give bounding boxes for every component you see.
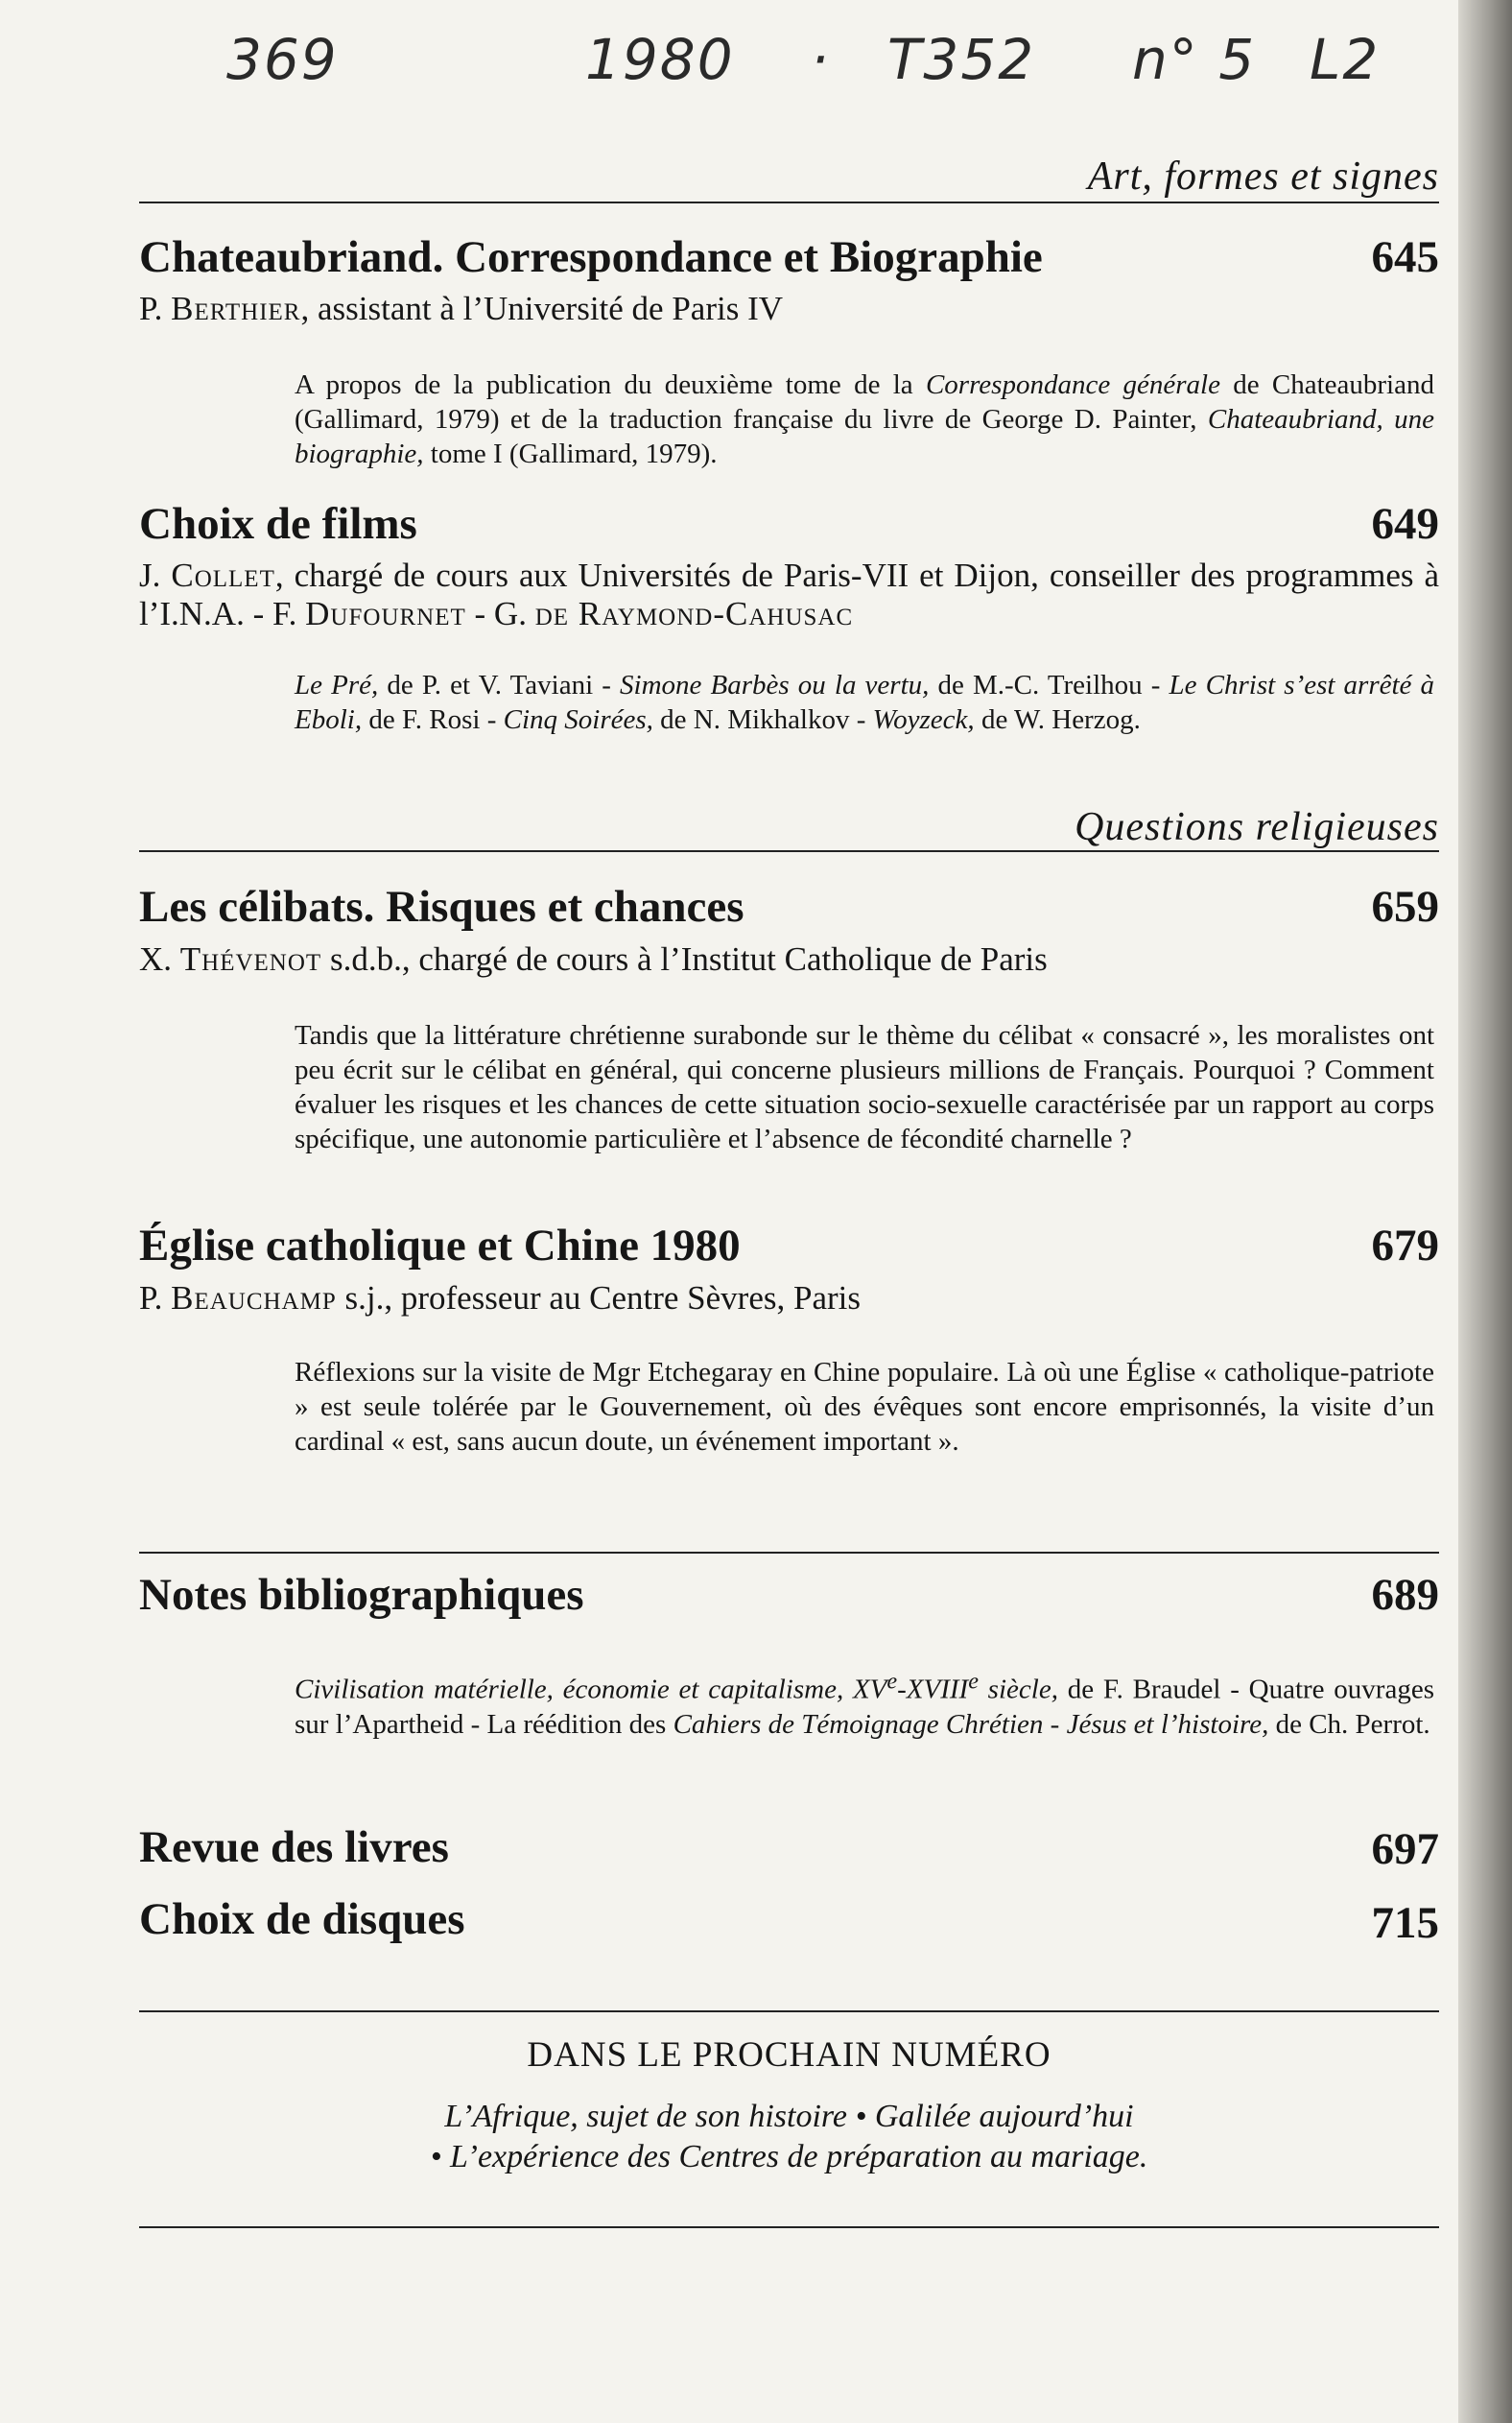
entry-title-livres: Revue des livres [139,1822,449,1872]
entry-author-chateaubriand [139,290,1439,328]
abstract-italic: Cinq Soirées, [503,704,653,735]
author-initial: X. [139,940,180,978]
abstract-italic: -XVIII [897,1674,969,1705]
abstract-italic: Le Christ s’est arrêté à Eboli, [295,670,1435,735]
author-text: J. [139,557,172,594]
author-name: Dufournet [305,595,466,632]
author-initial: P. [139,1279,172,1317]
abstract-text: de F. Braudel - Quatre ouvrages sur l’Apartheid - La réédition des [295,1674,1434,1740]
abstract-italic: Cahiers de Témoignage Chrétien [673,1708,1044,1740]
handwritten-dot: · [811,27,831,92]
entry-page-chateaubriand: 645 [1371,232,1439,282]
author-initial: P. [139,290,172,327]
abstract-italic: Woyzeck, [872,704,975,735]
abstract-text: de M.-C. Treilhou - [929,670,1169,701]
abstract-text: de W. Herzog. [974,704,1141,735]
abstract-text: de Chateaubriand (Gallimard, 1979) et de la traduction française du livre de George D. Painter, [295,369,1434,435]
author-name: Beauchamp [171,1279,337,1317]
section-rule [139,2010,1439,2012]
abstract-italic: siècle, [978,1674,1058,1705]
handwritten-number: 369 [226,27,339,92]
entry-abstract-celibats: Tandis que la littérature chrétienne surabonde sur le thème du célibat « consacré », les moralistes ont peu écrit sur le célibat en général, qui concerne plusieurs millions de Français. Pourquoi ? Comment évaluer les risques et les chances de cette situation socio-sexuelle caractérisée par un rapport au corps spécifique, une autonomie particulière et l’absence de fécondité charnelle ? [295,1020,1434,1154]
entry-title-disques: Choix de disques [139,1894,465,1944]
abstract-superscript: e [968,1668,979,1694]
abstract-italic: Simone Barbès ou la vertu, [620,670,930,701]
author-text: , chargé de cours aux Universités de Paris-VII et Dijon, conseiller des programmes à l’I.N.A. - F. [139,557,1439,632]
author-name: Berthier [171,290,301,327]
section-rule [139,202,1439,203]
page-edge [1458,0,1512,2423]
abstract-italic: Le Pré, [295,670,379,701]
entry-author-chine [139,1279,1439,1318]
entry-title-notes: Notes bibliographiques [139,1570,584,1620]
abstract-italic: Chateaubriand, une biographie, [295,404,1434,469]
entry-author-celibats [139,940,1439,979]
abstract-text: - [1043,1708,1067,1740]
abstract-text: de P. et V. Taviani - [378,670,621,701]
abstract-text: tome I (Gallimard, 1979). [423,439,718,469]
author-role: s.j., professeur au Centre Sèvres, Paris [336,1279,861,1317]
abstract-italic: Civilisation matérielle, économie et capitalisme, XV [295,1674,887,1705]
handwritten-mark: L2 [1310,27,1381,92]
entry-author-films [139,557,1439,633]
abstract-text: de N. Mikhalkov - [652,704,873,735]
handwritten-reference: T352 [887,27,1036,92]
handwritten-year: 1980 [585,27,735,92]
author-role: , assistant à l’Université de Paris IV [300,290,784,327]
section-rule [139,1552,1439,1554]
next-issue-title: DANS LE PROCHAIN NUMÉRO [527,2035,1051,2075]
next-issue-line-2: • L’expérience des Centres de préparation au mariage. [430,2139,1148,2174]
section-heading-art: Art, formes et signes [1087,154,1439,199]
section-rule [139,850,1439,852]
entry-abstract-notes [295,1664,1434,1742]
entry-title-chine: Église catholique et Chine 1980 [139,1221,741,1271]
entry-title-chateaubriand: Chateaubriand. Correspondance et Biographie [139,232,1043,282]
entry-page-notes: 689 [1371,1570,1439,1620]
author-role: s.d.b., chargé de cours à l’Institut Catholique de Paris [321,940,1048,978]
abstract-text: de F. Rosi - [362,704,504,735]
author-name: de Raymond-Cahusac [534,595,854,632]
abstract-italic: Jésus et l’histoire, [1066,1708,1269,1740]
author-text: - G. [465,595,535,632]
author-name: Thévenot [179,940,322,978]
handwritten-issue: n° 5 [1132,27,1257,92]
entry-abstract-films [295,668,1434,737]
entry-abstract-chateaubriand [295,368,1434,471]
abstract-text: de Ch. Perrot. [1268,1708,1430,1740]
entry-title-films: Choix de films [139,499,417,549]
entry-abstract-chine: Réflexions sur la visite de Mgr Etchegaray en Chine populaire. Là où une Église « catholique-patriote » est seule tolérée par le Gouvernement, où des évêques sont encore emprisonnés, la visite d’un cardinal « est, sans aucun doute, un événement important ». [295,1357,1434,1457]
entry-page-films: 649 [1371,499,1439,549]
next-issue-line-1: L’Afrique, sujet de son histoire • Galilée aujourd’hui [444,2099,1134,2134]
entry-page-chine: 679 [1371,1221,1439,1271]
section-heading-religion: Questions religieuses [1075,805,1439,849]
abstract-superscript: e [886,1668,898,1694]
entry-page-celibats: 659 [1371,882,1439,932]
entry-page-livres: 697 [1371,1824,1439,1874]
abstract-text: A propos de la publication du deuxième tome de la [295,369,926,400]
section-rule [139,2226,1439,2228]
entry-page-disques: 715 [1371,1898,1439,1948]
entry-title-celibats: Les célibats. Risques et chances [139,882,744,932]
author-name: Collet [171,557,275,594]
abstract-italic: Correspondance générale [925,369,1220,400]
